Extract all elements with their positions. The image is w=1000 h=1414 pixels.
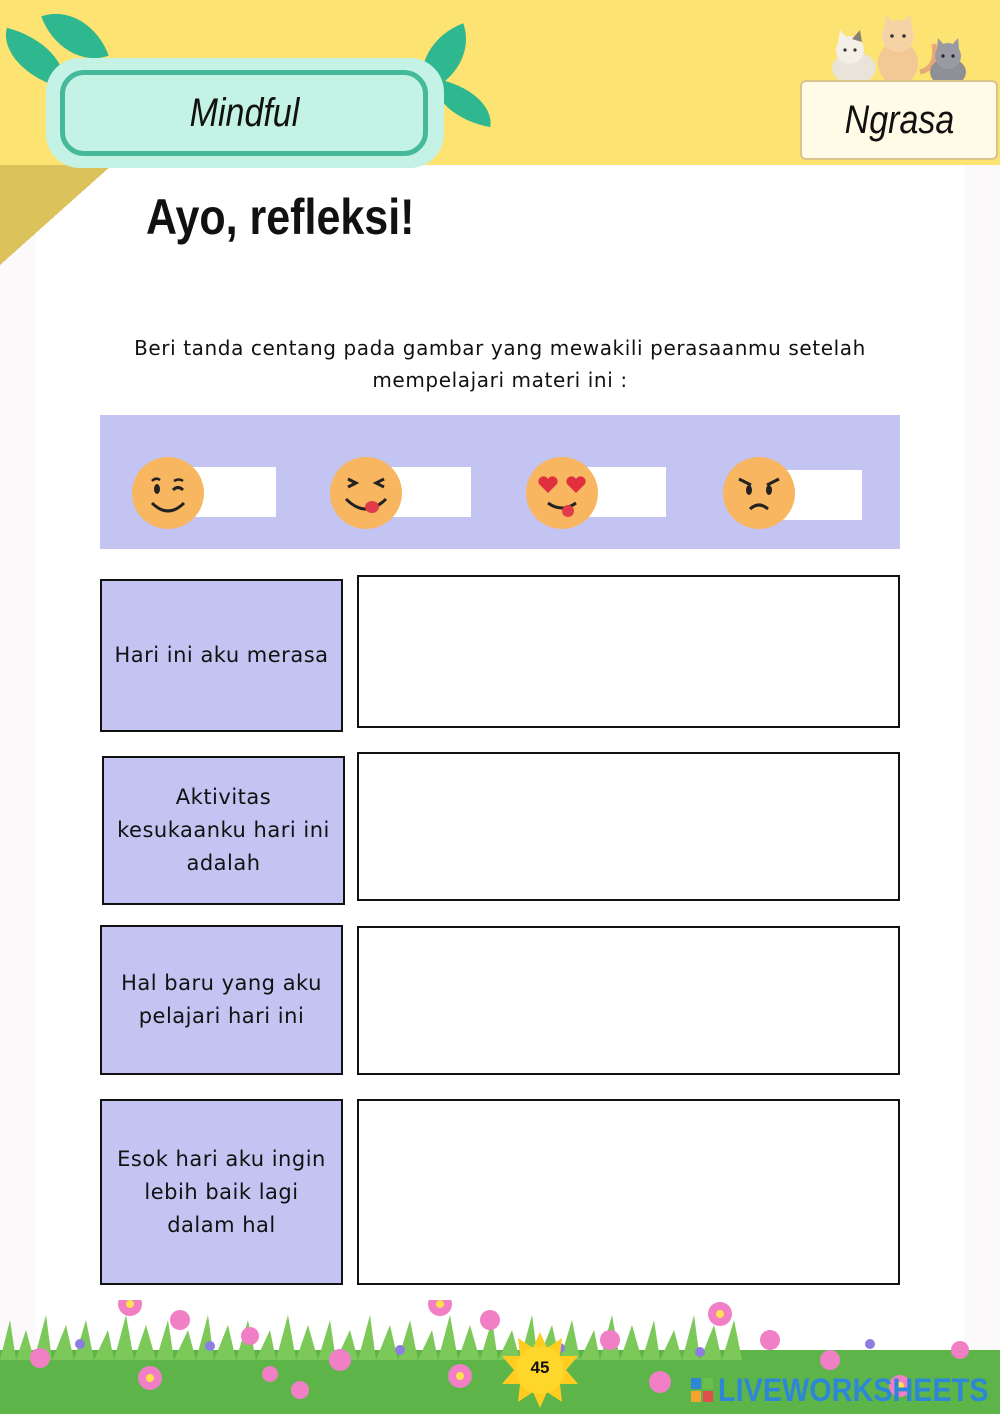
row-label-text: Aktivitas kesukaanku hari ini adalah — [117, 785, 330, 875]
instruction-text: Beri tanda centang pada gambar yang mewakili perasaanmu setelah mempelajari materi ini : — [134, 336, 866, 392]
row-label-feeling — [100, 579, 343, 732]
ngrasa-tag — [800, 80, 998, 160]
page-fold-decoration — [0, 165, 112, 265]
liveworksheets-logo-icon — [691, 1378, 713, 1402]
angry-face-icon[interactable] — [723, 457, 795, 529]
heart-eyes-face-icon[interactable] — [526, 457, 598, 529]
row-label-text: Esok hari aku ingin lebih baik lagi dalam hal — [117, 1146, 326, 1237]
row-label-new-learning — [100, 925, 343, 1075]
yummy-face-icon[interactable] — [330, 457, 402, 529]
page-number: 45 — [530, 1358, 550, 1377]
cats-illustration-icon — [826, 8, 976, 90]
winking-face-icon[interactable] — [132, 457, 204, 529]
page-title: Ayo, refleksi! — [146, 189, 415, 245]
brand-name: LIVEWORKSHEETS — [717, 1372, 988, 1408]
answer-box-feeling[interactable] — [357, 575, 900, 728]
row-label-favorite-activity — [102, 756, 345, 905]
ngrasa-tag-label: Ngrasa — [844, 97, 954, 142]
row-label-text: Hal baru yang aku pelajari hari ini — [121, 971, 322, 1028]
row-label-improvement — [100, 1099, 343, 1285]
mindful-tag — [60, 70, 428, 156]
emoji-choice-panel — [100, 415, 900, 549]
row-label-text: Hari ini aku merasa — [114, 643, 329, 667]
answer-box-new-learning[interactable] — [357, 926, 900, 1075]
answer-box-improvement[interactable] — [357, 1099, 900, 1285]
mindful-tag-label: Mindful — [189, 90, 299, 135]
answer-box-favorite-activity[interactable] — [357, 752, 900, 901]
